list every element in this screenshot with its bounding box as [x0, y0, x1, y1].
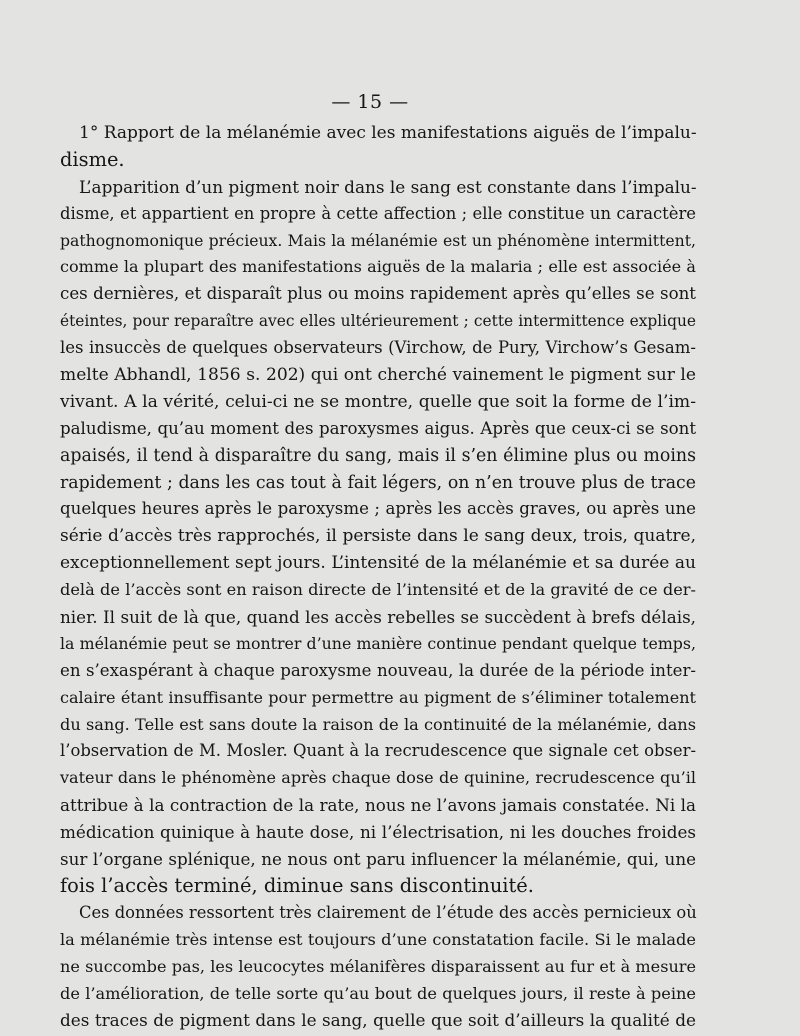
text-line: nier. Il suit de là que, quand les accès rebelles se succèdent à brefs délais,	[60, 607, 696, 628]
text-line: de l’amélioration, de telle sorte qu’au bout de quelques jours, il reste à peine	[60, 983, 696, 1003]
body-text	[60, 120, 696, 1034]
text-line: ne succombe pas, les leucocytes mélanifères disparaissent au fur et à mesure	[60, 956, 696, 976]
text-line: la mélanémie peut se montrer d’une manière continue pendant quelque temps,	[60, 633, 696, 653]
text-line: Ces données ressortent très clairement de l’étude des accès pernicieux où	[79, 902, 697, 922]
text-line: du sang. Telle est sans doute la raison de la continuité de la mélanémie, dans	[60, 714, 696, 734]
text-line: série d’accès très rapprochés, il persiste dans le sang deux, trois, quatre,	[60, 526, 696, 547]
text-line: l’observation de M. Mosler. Quant à la recrudescence que signale cet obser-	[60, 741, 696, 761]
text-line: disme, et appartient en propre à cette affection ; elle constitue un caractère	[60, 203, 696, 223]
text-line: en s’exaspérant à chaque paroxysme nouveau, la durée de la période inter-	[60, 660, 696, 680]
text-line: vateur dans le phénomène après chaque dose de quinine, recrudescence qu’il	[60, 768, 696, 788]
text-line: rapidement ; dans les cas tout à fait légers, on n’en trouve plus de trace	[60, 472, 696, 493]
text-line: des traces de pigment dans le sang, quelle que soit d’ailleurs la qualité de	[60, 1010, 696, 1031]
text-line: vivant. A la vérité, celui-ci ne se montre, quelle que soit la forme de l’im-	[60, 391, 696, 412]
text-line: les insuccès de quelques observateurs (Virchow, de Pury, Virchow’s Gesam-	[60, 338, 696, 358]
text-line: la mélanémie très intense est toujours d’une constatation facile. Si le malade	[60, 929, 696, 949]
text-line: apaisés, il tend à disparaître du sang, mais il s’en élimine plus ou moins	[60, 445, 696, 466]
text-line: melte Abhandl, 1856 s. 202) qui ont cherché vainement le pigment sur le	[60, 365, 696, 386]
page-number: — 15 —	[331, 91, 409, 113]
text-line: pathognomonique précieux. Mais la mélanémie est un phénomène intermittent,	[60, 230, 696, 250]
text-line: quelques heures après le paroxysme ; après les accès graves, ou après une	[60, 499, 696, 519]
text-line: L’apparition d’un pigment noir dans le sang est constante dans l’impalu-	[79, 176, 697, 197]
text-line: 1° Rapport de la mélanémie avec les manifestations aiguës de l’impalu-	[79, 123, 697, 143]
text-line: comme la plupart des manifestations aiguës de la malaria ; elle est associée à	[60, 257, 696, 277]
text-line: fois l’accès terminé, diminue sans discontinuité.	[60, 873, 534, 897]
text-line: médication quinique à haute dose, ni l’électrisation, ni les douches froides	[60, 822, 696, 843]
text-line: ces dernières, et disparaît plus ou moins rapidement après qu’elles se sont	[60, 284, 696, 304]
text-line: attribue à la contraction de la rate, nous ne l’avons jamais constatée. Ni la	[60, 795, 696, 816]
text-line: delà de l’accès sont en raison directe de l’intensité et de la gravité de ce der-	[60, 580, 696, 600]
text-line: disme.	[60, 147, 125, 171]
text-line: calaire étant insuffisante pour permettre au pigment de s’éliminer totalement	[60, 687, 696, 707]
text-line: paludisme, qu’au moment des paroxysmes aigus. Après que ceux-ci se sont	[60, 418, 696, 438]
text-line: sur l’organe splénique, ne nous ont paru influencer la mélanémie, qui, une	[60, 849, 696, 870]
text-line: exceptionnellement sept jours. L’intensité de la mélanémie et sa durée au	[60, 553, 696, 574]
text-line: éteintes, pour reparaître avec elles ultérieurement ; cette intermittence explique	[60, 312, 696, 331]
